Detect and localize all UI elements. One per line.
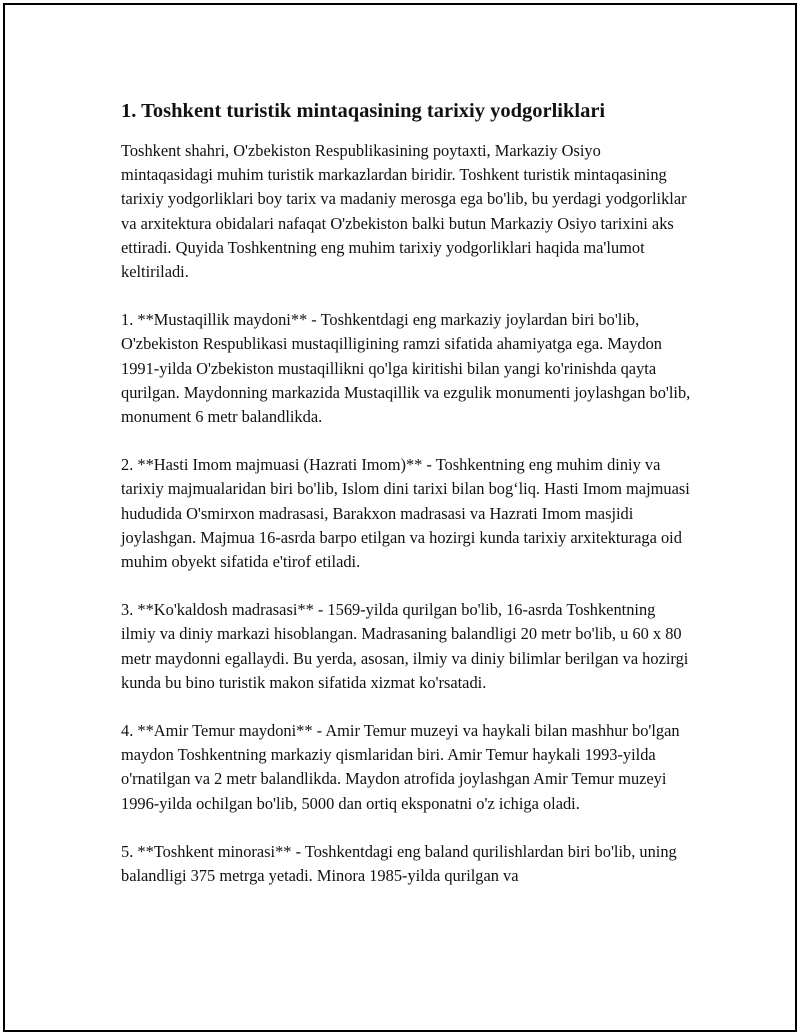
paragraph-mustaqillik-maydoni: 1. **Mustaqillik maydoni** - Toshkentdagi eng markaziy joylardan biri bo'lib, O'zbekiston Respublikasi mustaqilligining ramzi sifatida ahamiyatga ega. Maydon 1991-yilda O'zbekiston mustaqillikni qo'lga kiritishi bilan yangi ko'rinishda qayta qurilgan. Maydonning markazida Mustaqillik va ezgulik monumenti joylashgan bo'lib, monument 6 metr balandlikda. bbox=[121, 310, 691, 427]
document-title: 1. Toshkent turistik mintaqasining tarixiy yodgorliklari bbox=[121, 100, 606, 122]
paragraph-amir-temur-maydoni: 4. **Amir Temur maydoni** - Amir Temur muzeyi va haykali bilan mashhur bo'lgan maydon Toshkentning markaziy qismlaridan biri. Amir Temur haykali 1993-yilda o'rnatilgan va 2 metr balandlikda. Maydon atrofida joylashgan Amir Temur muzeyi 1996-yilda ochilgan bo'lib, 5000 dan ortiq eksponatni o'z ichiga oladi. bbox=[121, 721, 680, 813]
intro-paragraph: Toshkent shahri, O'zbekiston Respublikasining poytaxti, Markaziy Osiyo mintaqasidagi muhim turistik markazlardan biridir. Toshkent turistik mintaqasining tarixiy yodgorliklari boy tarix va madaniy merosga ega bo'lib, bu yerdagi yodgorliklar va arxitektura obidalari nafaqat O'zbekiston balki butun Markaziy Osiyo tarixini aks ettiradi. Quyida Toshkentning eng muhim tarixiy yodgorliklari haqida ma'lumot keltiriladi. bbox=[121, 141, 687, 282]
paragraph-hasti-imom: 2. **Hasti Imom majmuasi (Hazrati Imom)** - Toshkentning eng muhim diniy va tarixiy majmualaridan biri bo'lib, Islom dini tarixi bilan bog‘liq. Hasti Imom majmuasi hududida O'smirxon madrasasi, Barakxon madrasasi va Hazrati Imom masjidi joylashgan. Majmua 16-asrda barpo etilgan va hozirgi kunda tarixiy arxitekturaga oid muhim obyekt sifatida e'tirof etiladi. bbox=[121, 455, 690, 572]
paragraph-toshkent-minorasi: 5. **Toshkent minorasi** - Toshkentdagi eng baland qurilishlardan biri bo'lib, uning balandligi 375 metrga yetadi. Minora 1985-yilda qurilgan va bbox=[121, 841, 677, 886]
page-frame bbox=[3, 3, 797, 1032]
paragraph-kokaldosh-madrasasi: 3. **Ko'kaldosh madrasasi** - 1569-yilda qurilgan bo'lib, 16-asrda Toshkentning ilmiy va diniy markazi hisoblangan. Madrasaning balandligi 20 metr bo'lib, u 60 x 80 metr maydonni egallaydi. Bu yerda, asosan, ilmiy va diniy bilimlar berilgan va hozirgi kunda bu bino turistik makon sifatida xizmat ko'rsatadi. bbox=[121, 600, 689, 692]
document-body bbox=[121, 97, 691, 912]
